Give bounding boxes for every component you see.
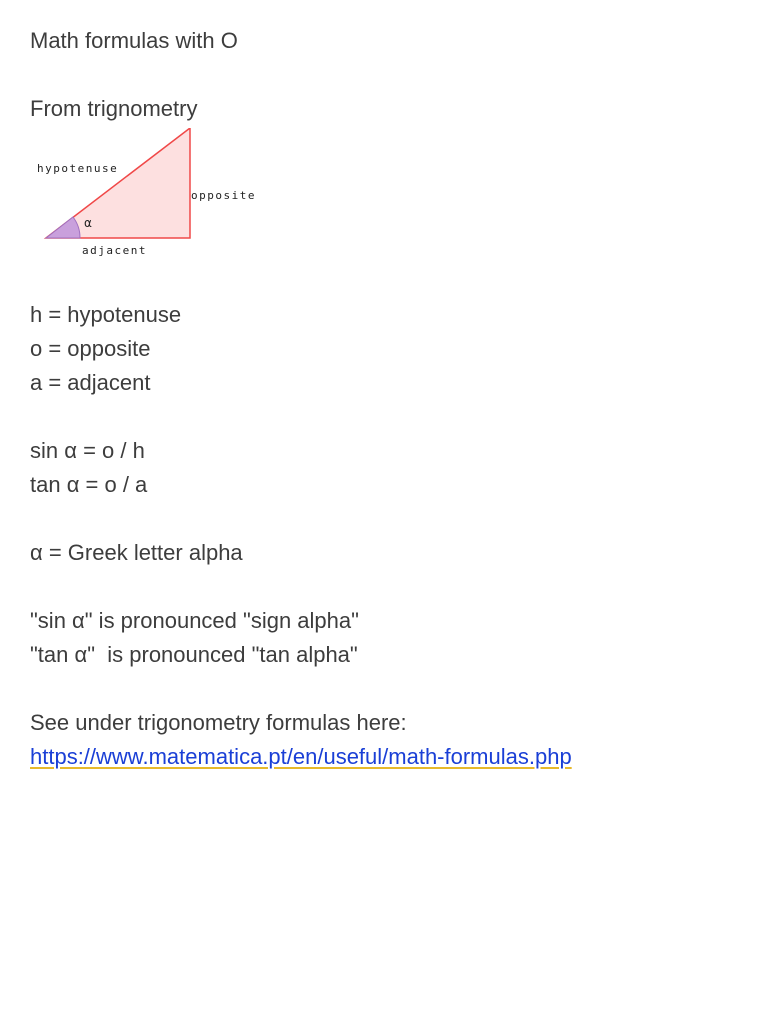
note-body[interactable] — [30, 24, 750, 774]
formula-sin: sin α = o / h — [30, 438, 145, 463]
note-title: Math formulas with O — [30, 28, 238, 53]
triangle-svg — [30, 128, 270, 278]
blank-line — [30, 58, 750, 92]
definition-opposite: o = opposite — [30, 336, 151, 361]
triangle-diagram — [30, 128, 270, 278]
hypotenuse-label: hypotenuse — [37, 162, 119, 175]
blank-line — [30, 400, 750, 434]
opposite-label: opposite — [191, 189, 256, 202]
pronunciation-tan: "tan α" is pronounced "tan alpha" — [30, 642, 358, 667]
see-under-text: See under trigonometry formulas here: — [30, 710, 407, 735]
adjacent-label: adjacent — [82, 244, 147, 257]
blank-line — [30, 570, 750, 604]
blank-line — [30, 672, 750, 706]
formula-tan: tan α = o / a — [30, 472, 148, 497]
blank-line — [30, 502, 750, 536]
definition-adjacent: a = adjacent — [30, 370, 151, 395]
alpha-note: α = Greek letter alpha — [30, 540, 243, 565]
math-formulas-link[interactable]: https://www.matematica.pt/en/useful/math-formulas.php — [30, 744, 572, 769]
angle-alpha-label: α — [84, 216, 92, 230]
definition-hypotenuse: h = hypotenuse — [30, 302, 182, 327]
pronunciation-sin: "sin α" is pronounced "sign alpha" — [30, 608, 359, 633]
angle-wedge — [46, 217, 80, 238]
link-line — [30, 740, 750, 774]
note-subtitle: From trignometry — [30, 96, 198, 121]
